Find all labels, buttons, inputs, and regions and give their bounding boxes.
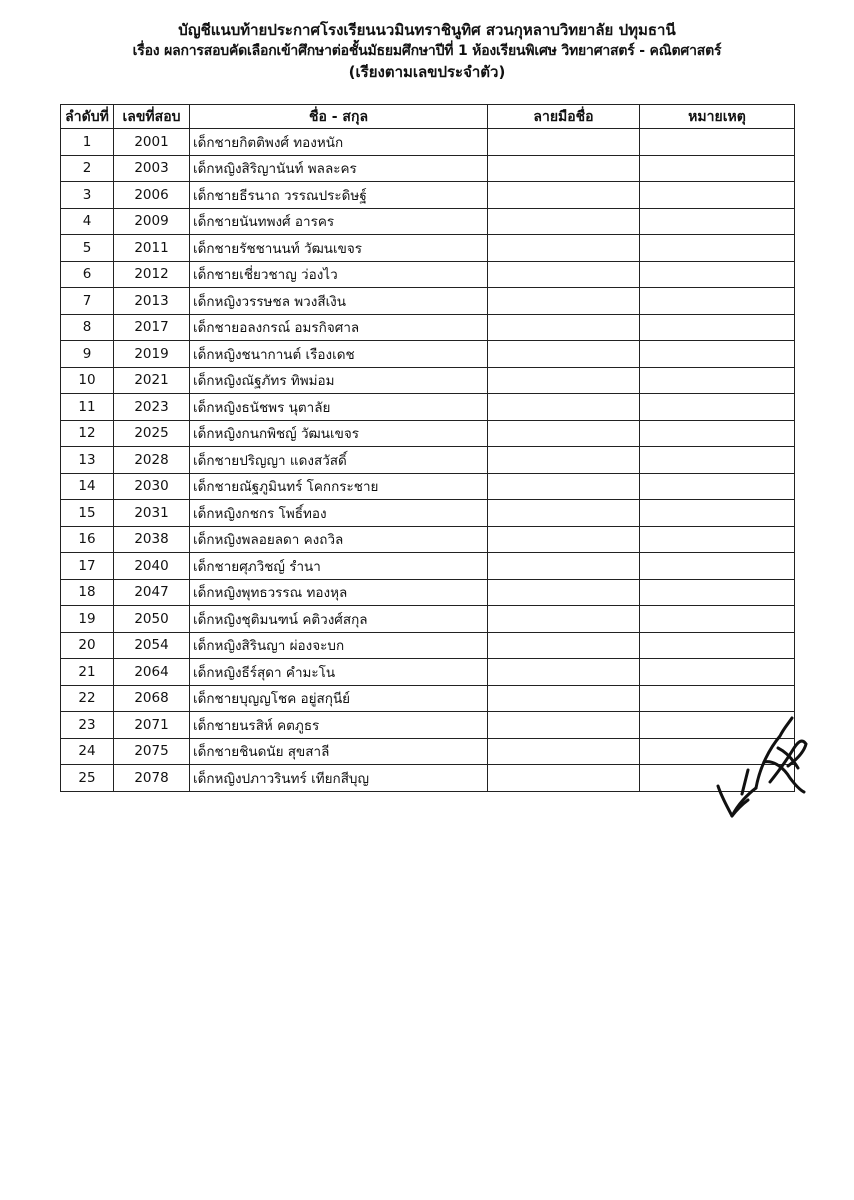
exam-id-cell: 2031 [114, 500, 190, 527]
sort-order-note: (เรียงตามเลขประจำตัว) [348, 63, 506, 81]
student-name-cell: เด็กชายณัฐภูมินทร์ โคกกระชาย [190, 473, 488, 500]
student-name-cell: เด็กหญิงชนากานต์ เรืองเดช [190, 341, 488, 368]
signature-cell [488, 367, 640, 394]
student-name-cell: เด็กหญิงสิรินญา ผ่องจะบก [190, 632, 488, 659]
student-name-cell: เด็กชายบุญญโชค อยู่สกุนีย์ [190, 685, 488, 712]
table-row [61, 129, 795, 156]
exam-id-cell: 2064 [114, 659, 190, 686]
table-body [61, 129, 795, 792]
table-row [61, 367, 795, 394]
table-row [61, 314, 795, 341]
signature-cell [488, 314, 640, 341]
order-cell: 6 [61, 261, 114, 288]
signature-cell [488, 526, 640, 553]
student-name-cell: เด็กชายเชี่ยวชาญ ว่องไว [190, 261, 488, 288]
remarks-cell [640, 182, 795, 209]
exam-id-cell: 2003 [114, 155, 190, 182]
exam-id-cell: 2012 [114, 261, 190, 288]
order-cell: 12 [61, 420, 114, 447]
exam-id-cell: 2038 [114, 526, 190, 553]
signature-cell [488, 208, 640, 235]
remarks-cell [640, 288, 795, 315]
order-cell: 10 [61, 367, 114, 394]
signature-cell [488, 712, 640, 739]
order-cell: 17 [61, 553, 114, 580]
student-name-cell: เด็กชายนรสิห์ คตภูธร [190, 712, 488, 739]
column-header-remarks: หมายเหตุ [640, 105, 795, 129]
table-header-row [61, 105, 795, 129]
student-name-cell: เด็กชายปริญญา แดงสวัสดิ์ [190, 447, 488, 474]
table-row [61, 447, 795, 474]
exam-id-cell: 2047 [114, 579, 190, 606]
table-row [61, 182, 795, 209]
signature-cell [488, 765, 640, 792]
exam-id-cell: 2025 [114, 420, 190, 447]
signature-cell [488, 606, 640, 633]
student-name-cell: เด็กหญิงกนกพิชญ์ วัฒนเขจร [190, 420, 488, 447]
column-header-signature: ลายมือชื่อ [488, 105, 640, 129]
remarks-cell [640, 447, 795, 474]
exam-id-cell: 2078 [114, 765, 190, 792]
table-row [61, 659, 795, 686]
signature-cell [488, 288, 640, 315]
table-row [61, 738, 795, 765]
student-name-cell: เด็กหญิงพุทธวรรณ ทองหุล [190, 579, 488, 606]
student-name-cell: เด็กชายอลงกรณ์ อมรกิจศาล [190, 314, 488, 341]
student-name-cell: เด็กหญิงสิริญานันท์ พลละคร [190, 155, 488, 182]
order-cell: 20 [61, 632, 114, 659]
table-row [61, 606, 795, 633]
order-cell: 5 [61, 235, 114, 262]
table-row [61, 261, 795, 288]
exam-id-cell: 2017 [114, 314, 190, 341]
order-cell: 16 [61, 526, 114, 553]
student-roster-table [60, 104, 795, 792]
order-cell: 21 [61, 659, 114, 686]
student-name-cell: เด็กหญิงธีร์สุดา คำมะโน [190, 659, 488, 686]
remarks-cell [640, 341, 795, 368]
exam-id-cell: 2011 [114, 235, 190, 262]
remarks-cell [640, 420, 795, 447]
exam-id-cell: 2054 [114, 632, 190, 659]
remarks-cell [640, 235, 795, 262]
remarks-cell [640, 473, 795, 500]
remarks-cell [640, 553, 795, 580]
student-name-cell: เด็กชายรัชชานนท์ วัฒนเขจร [190, 235, 488, 262]
table-row [61, 235, 795, 262]
student-name-cell: เด็กหญิงชุติมนฑน์ คติวงศ์สกุล [190, 606, 488, 633]
table-row [61, 394, 795, 421]
student-name-cell: เด็กหญิงวรรษชล พวงสีเงิน [190, 288, 488, 315]
signature-cell [488, 579, 640, 606]
order-cell: 2 [61, 155, 114, 182]
signature-cell [488, 659, 640, 686]
table-row [61, 420, 795, 447]
signature-cell [488, 553, 640, 580]
order-cell: 18 [61, 579, 114, 606]
table-row [61, 685, 795, 712]
order-cell: 4 [61, 208, 114, 235]
document-header [0, 20, 854, 83]
signature-cell [488, 447, 640, 474]
announcement-title: บัญชีแนบท้ายประกาศโรงเรียนนวมินทราชินูทิศ สวนกุหลาบวิทยาลัย ปทุมธานี [178, 21, 676, 39]
signature-cell [488, 632, 640, 659]
signature-cell [488, 738, 640, 765]
remarks-cell [640, 394, 795, 421]
remarks-cell [640, 261, 795, 288]
student-name-cell: เด็กหญิงธนัชพร นุตาลัย [190, 394, 488, 421]
remarks-cell [640, 129, 795, 156]
order-cell: 7 [61, 288, 114, 315]
student-name-cell: เด็กชายชินดนัย สุขสาลี [190, 738, 488, 765]
signature-cell [488, 182, 640, 209]
column-header-order: ลำดับที่ [61, 105, 114, 129]
signature-cell [488, 235, 640, 262]
table-row [61, 553, 795, 580]
exam-id-cell: 2030 [114, 473, 190, 500]
table-row [61, 632, 795, 659]
exam-id-cell: 2050 [114, 606, 190, 633]
student-name-cell: เด็กชายกิตติพงศ์ ทองหนัก [190, 129, 488, 156]
exam-id-cell: 2071 [114, 712, 190, 739]
order-cell: 9 [61, 341, 114, 368]
remarks-cell [640, 155, 795, 182]
signature-cell [488, 420, 640, 447]
signature-cell [488, 685, 640, 712]
student-name-cell: เด็กหญิงปภาวรินทร์ เทียกสีบุญ [190, 765, 488, 792]
order-cell: 3 [61, 182, 114, 209]
remarks-cell [640, 208, 795, 235]
remarks-cell [640, 659, 795, 686]
exam-id-cell: 2006 [114, 182, 190, 209]
remarks-cell [640, 526, 795, 553]
remarks-cell [640, 606, 795, 633]
remarks-cell [640, 314, 795, 341]
table-row [61, 526, 795, 553]
exam-id-cell: 2068 [114, 685, 190, 712]
student-name-cell: เด็กหญิงกชกร โพธิ์ทอง [190, 500, 488, 527]
order-cell: 25 [61, 765, 114, 792]
exam-id-cell: 2075 [114, 738, 190, 765]
remarks-cell [640, 367, 795, 394]
signature-cell [488, 341, 640, 368]
exam-id-cell: 2019 [114, 341, 190, 368]
student-name-cell: เด็กชายนันทพงศ์ อารคร [190, 208, 488, 235]
table-row [61, 208, 795, 235]
order-cell: 14 [61, 473, 114, 500]
order-cell: 24 [61, 738, 114, 765]
exam-id-cell: 2021 [114, 367, 190, 394]
table-row [61, 473, 795, 500]
student-name-cell: เด็กหญิงพลอยลดา คงถวิล [190, 526, 488, 553]
signature-cell [488, 155, 640, 182]
order-cell: 15 [61, 500, 114, 527]
column-header-exam-id: เลขที่สอบ [114, 105, 190, 129]
order-cell: 8 [61, 314, 114, 341]
exam-id-cell: 2001 [114, 129, 190, 156]
order-cell: 1 [61, 129, 114, 156]
table-row [61, 500, 795, 527]
table-row [61, 155, 795, 182]
table-row [61, 341, 795, 368]
table-row [61, 579, 795, 606]
exam-id-cell: 2013 [114, 288, 190, 315]
exam-id-cell: 2028 [114, 447, 190, 474]
order-cell: 23 [61, 712, 114, 739]
student-name-cell: เด็กหญิงณัฐภัทร ทิพม่อม [190, 367, 488, 394]
table-row [61, 712, 795, 739]
signature-cell [488, 261, 640, 288]
order-cell: 13 [61, 447, 114, 474]
signature-cell [488, 394, 640, 421]
order-cell: 19 [61, 606, 114, 633]
announcement-subject: เรื่อง ผลการสอบคัดเลือกเข้าศึกษาต่อชั้นมัธยมศึกษาปีที่ 1 ห้องเรียนพิเศษ วิทยาศาสตร์ - คณิตศาสตร์ [132, 43, 722, 59]
exam-id-cell: 2009 [114, 208, 190, 235]
signature-cell [488, 129, 640, 156]
order-cell: 22 [61, 685, 114, 712]
handwritten-signature-icon [708, 708, 808, 820]
remarks-cell [640, 500, 795, 527]
exam-id-cell: 2040 [114, 553, 190, 580]
order-cell: 11 [61, 394, 114, 421]
table-row [61, 288, 795, 315]
column-header-name: ชื่อ - สกุล [190, 105, 488, 129]
remarks-cell [640, 632, 795, 659]
signature-cell [488, 473, 640, 500]
table-row [61, 765, 795, 792]
student-name-cell: เด็กชายศุภวิชญ์ รำนา [190, 553, 488, 580]
student-name-cell: เด็กชายธีรนาถ วรรณประดิษฐ์ [190, 182, 488, 209]
remarks-cell [640, 579, 795, 606]
signature-cell [488, 500, 640, 527]
exam-id-cell: 2023 [114, 394, 190, 421]
